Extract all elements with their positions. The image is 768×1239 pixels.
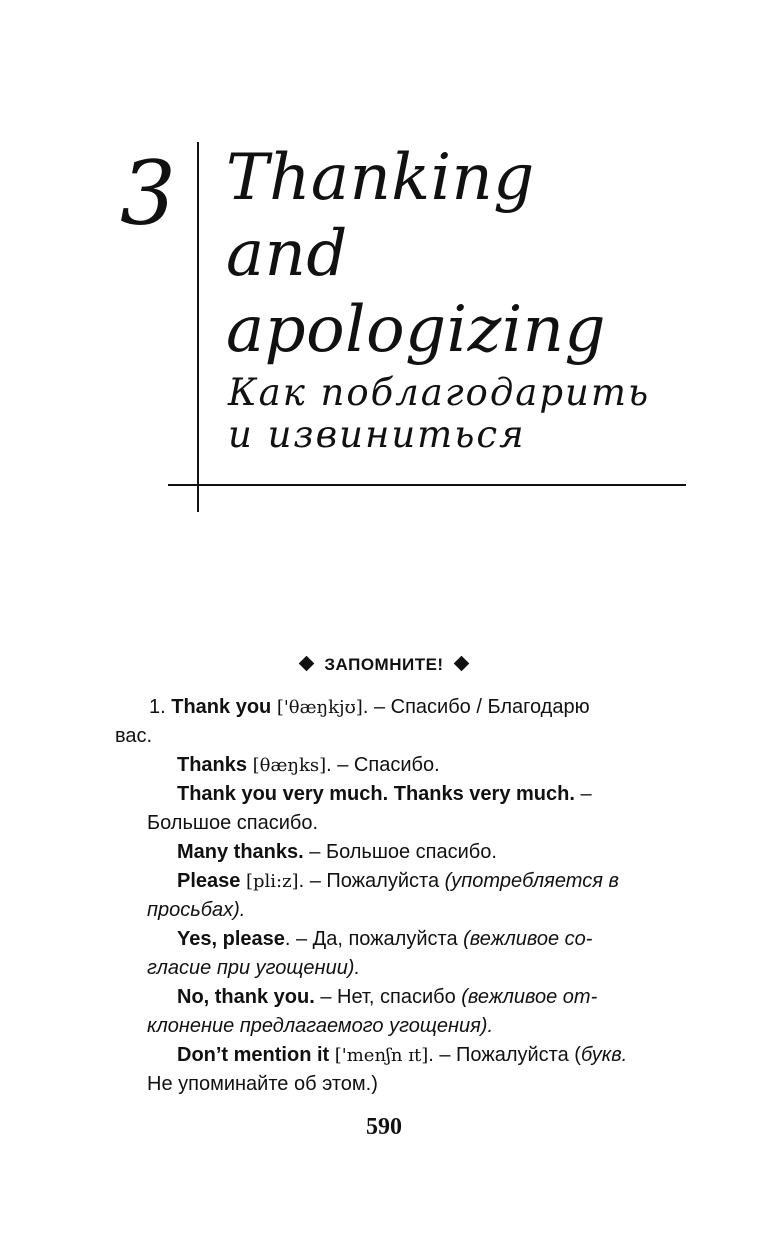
phrase: Many thanks. xyxy=(177,841,304,863)
transcription: ['menʃn ɪt] xyxy=(334,1045,429,1066)
translation: . – Спасибо. xyxy=(326,754,440,776)
page-number: 590 xyxy=(366,1114,402,1140)
translation: . – Пожалуйста ( xyxy=(428,1044,581,1066)
phrase-list xyxy=(115,693,690,1099)
list-item xyxy=(115,780,690,809)
list-item-continuation: вас. xyxy=(115,725,153,747)
title-en-line: Thanking xyxy=(226,141,535,215)
chapter-title-english xyxy=(226,140,606,368)
usage-note: (употребляется в xyxy=(444,870,619,892)
title-ru-line: Как поблагодарить xyxy=(228,371,651,414)
usage-note: букв. xyxy=(580,1044,628,1066)
item-number: 1. xyxy=(149,696,172,718)
diamond-bullet-icon xyxy=(453,656,469,672)
phrase: Please xyxy=(177,870,241,892)
translation: . – Да, пожалуйста xyxy=(284,928,464,950)
translation: – Нет, спасибо xyxy=(314,986,462,1008)
translation: – Большое спасибо. xyxy=(303,841,497,863)
translation: – xyxy=(574,783,592,805)
phrase: Thank you very much. Thanks very much. xyxy=(177,783,575,805)
vertical-rule xyxy=(197,142,199,512)
chapter-title-russian xyxy=(228,372,650,456)
diamond-bullet-icon xyxy=(299,656,315,672)
phrase: Don’t mention it xyxy=(177,1044,330,1066)
list-item-continuation: просьбах). xyxy=(147,899,246,921)
chapter-number: 3 xyxy=(120,142,176,245)
list-item xyxy=(115,983,690,1012)
title-ru-line: и извиниться xyxy=(228,413,526,456)
phrase: Thanks xyxy=(177,754,248,776)
title-en-line: apologizing xyxy=(226,293,606,367)
list-item xyxy=(115,693,690,722)
horizontal-rule xyxy=(168,484,686,486)
phrase: Thank you xyxy=(171,696,272,718)
list-item xyxy=(115,751,690,780)
list-item-continuation: клонение предлагаемого угощения). xyxy=(147,1015,494,1037)
transcription: [θæŋks] xyxy=(252,755,327,776)
translation: . – Спасибо / Благодарю xyxy=(362,696,590,718)
transcription: [pli:z] xyxy=(245,871,299,892)
usage-note: (вежливое от- xyxy=(461,986,598,1008)
translation: . – Пожалуйста xyxy=(298,870,445,892)
list-item xyxy=(115,1041,690,1070)
title-en-line: and xyxy=(226,217,348,291)
list-item-continuation: Не упоминайте об этом.) xyxy=(147,1073,378,1095)
usage-note: (вежливое со- xyxy=(463,928,593,950)
transcription: ['θæŋkjʊ] xyxy=(276,697,363,718)
remember-heading-text: ЗАПОМНИТЕ! xyxy=(324,655,444,674)
list-item-continuation: Большое спасибо. xyxy=(147,812,319,834)
list-item xyxy=(115,925,690,954)
phrase: Yes, please xyxy=(177,928,285,950)
phrase: No, thank you. xyxy=(177,986,315,1008)
remember-heading xyxy=(0,652,768,678)
list-item xyxy=(115,867,690,896)
list-item xyxy=(115,838,690,867)
list-item-continuation: гласие при угощении). xyxy=(147,957,361,979)
